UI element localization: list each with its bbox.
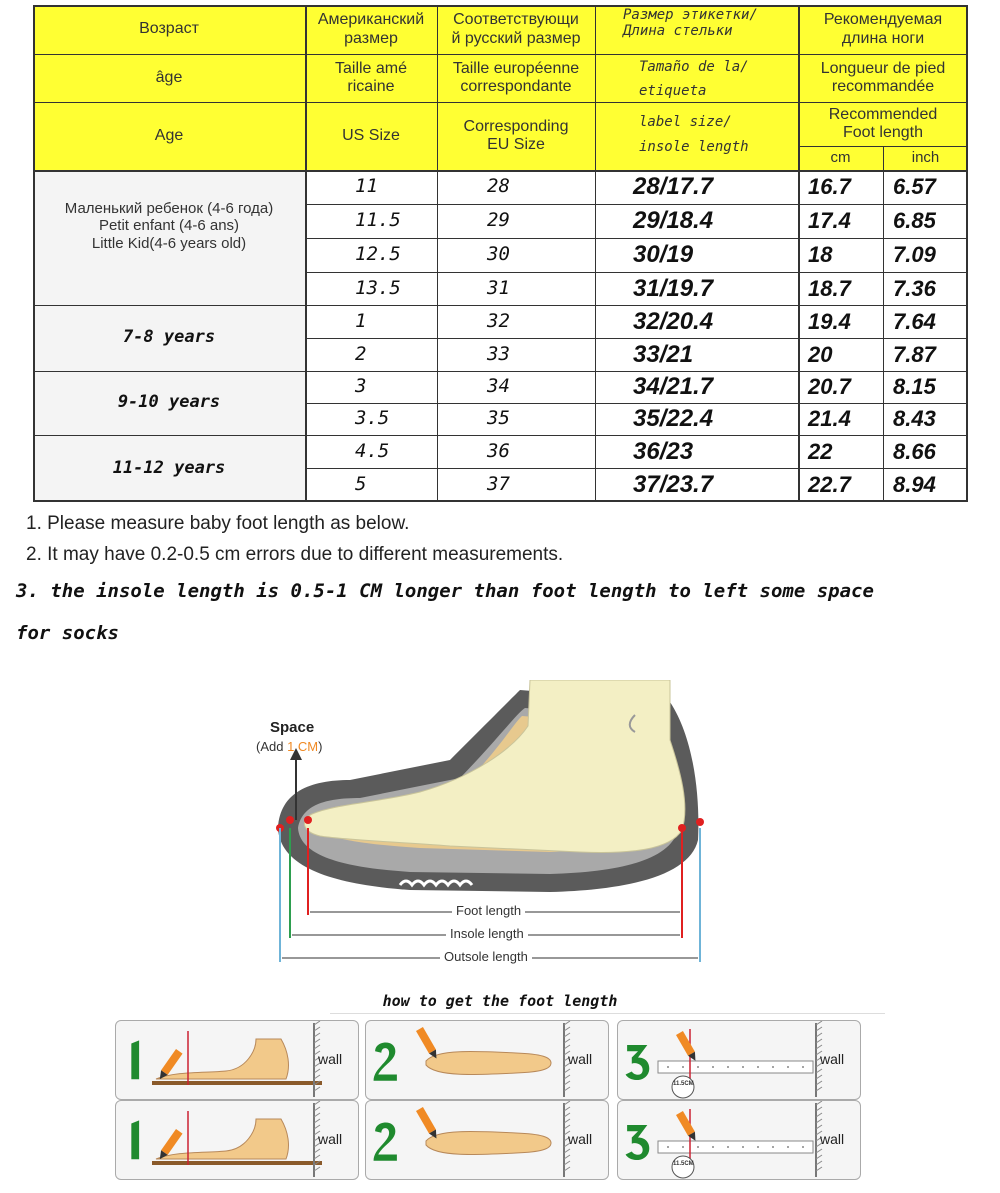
- ruler-mark-label: 11.5CM: [673, 1081, 694, 1087]
- wall-label: wall: [318, 1051, 343, 1067]
- wall-label: wall: [568, 1051, 593, 1067]
- wall-label: wall: [820, 1131, 845, 1147]
- cell-foot-cm: 20: [808, 341, 833, 367]
- howto-step-2-panel: [365, 1020, 609, 1100]
- cell-label-size: 30/19: [633, 241, 694, 269]
- howto-step-1-panel: [115, 1100, 359, 1180]
- cell-label-size: 37/23.7: [633, 471, 714, 499]
- cell-foot-inch: 6.85: [893, 208, 936, 234]
- add-space-value: 1 CM: [287, 739, 319, 754]
- header-unit-cm: cm: [798, 146, 883, 170]
- cell-us-size: 3: [355, 375, 367, 398]
- ruler-mark-label: 11.5CM: [673, 1161, 694, 1167]
- cell-us-size: 11.5: [355, 209, 401, 232]
- header-label-ru: Размер этикетки/ Длина стельки: [595, 5, 798, 54]
- cell-foot-inch: 7.36: [893, 275, 936, 301]
- cell-eu-size: 28: [487, 175, 510, 198]
- cell-foot-cm: 20.7: [808, 374, 851, 400]
- header-eu-ru: Соответствующи й русский размер: [437, 5, 595, 54]
- age-group-9-10: 9-10 years: [33, 371, 305, 435]
- howto-step-3-panel: [617, 1100, 861, 1180]
- wall-label: wall: [568, 1131, 593, 1147]
- cell-eu-size: 36: [487, 439, 510, 462]
- cell-us-size: 11: [355, 175, 378, 198]
- header-foot-en: Recommended Foot length: [798, 102, 968, 146]
- cell-foot-cm: 16.7: [808, 174, 851, 200]
- cell-eu-size: 34: [487, 375, 510, 398]
- cell-us-size: 2: [355, 342, 367, 365]
- cell-eu-size: 29: [487, 209, 510, 232]
- cell-eu-size: 31: [487, 276, 510, 299]
- cell-foot-inch: 6.57: [893, 174, 936, 200]
- cell-label-size: 28/17.7: [633, 173, 714, 201]
- cell-eu-size: 30: [487, 243, 510, 266]
- cell-us-size: 13.5: [355, 276, 401, 299]
- cell-foot-cm: 17.4: [808, 208, 851, 234]
- cell-foot-cm: 19.4: [808, 308, 851, 334]
- cell-us-size: 1: [355, 309, 367, 332]
- note-3-line-2: for socks: [16, 622, 119, 644]
- howto-title: how to get the foot length: [382, 992, 618, 1010]
- cell-foot-inch: 8.15: [893, 374, 936, 400]
- age-group-11-12: 11-12 years: [33, 435, 305, 502]
- header-unit-inch: inch: [883, 146, 968, 170]
- header-foot-fr: Longueur de pied recommandée: [798, 54, 968, 102]
- cell-foot-cm: 22.7: [808, 472, 851, 498]
- cell-us-size: 5: [355, 473, 367, 496]
- cell-us-size: 4.5: [355, 439, 390, 462]
- age-group-7-8: 7-8 years: [33, 305, 305, 371]
- cell-label-size: 33/21: [633, 340, 694, 368]
- cell-label-size: 35/22.4: [633, 405, 714, 433]
- insole-length-label: Insole length: [446, 926, 528, 941]
- note-1: 1. Please measure baby foot length as below.: [26, 513, 410, 534]
- cell-label-size: 31/19.7: [633, 274, 714, 302]
- cell-foot-cm: 22: [808, 438, 833, 464]
- header-age-fr: âge: [33, 54, 305, 102]
- header-age-en: Age: [33, 102, 305, 170]
- cell-label-size: 32/20.4: [633, 307, 714, 335]
- space-label: Space: [270, 719, 315, 736]
- note-3-line-1: 3. the insole length is 0.5-1 CM longer than foot length to left some space: [16, 580, 874, 602]
- header-label-fr: Tamaño de la/ etiqueta: [595, 54, 798, 102]
- cell-foot-cm: 18: [808, 242, 833, 268]
- header-label-en: label size/ insole length: [595, 102, 798, 170]
- outsole-length-label: Outsole length: [440, 949, 532, 964]
- cell-foot-inch: 8.43: [893, 406, 936, 432]
- header-foot-ru: Рекомендуемая длина ноги: [798, 5, 968, 54]
- cell-foot-inch: 7.64: [893, 308, 936, 334]
- cell-label-size: 36/23: [633, 437, 694, 465]
- cell-foot-inch: 7.09: [893, 242, 936, 268]
- cell-eu-size: 33: [487, 342, 510, 365]
- cell-eu-size: 32: [487, 309, 510, 332]
- header-eu-fr: Taille européenne correspondante: [437, 54, 595, 102]
- note-2: 2. It may have 0.2-0.5 cm errors due to different measurements.: [26, 544, 564, 565]
- size-table: [33, 5, 968, 502]
- header-us-en: US Size: [305, 102, 437, 170]
- cell-foot-cm: 21.4: [808, 406, 851, 432]
- wall-label: wall: [318, 1131, 343, 1147]
- howto-step-3-panel: [617, 1020, 861, 1100]
- header-eu-en: Corresponding EU Size: [437, 102, 595, 170]
- cell-us-size: 3.5: [355, 407, 390, 430]
- cell-eu-size: 35: [487, 407, 510, 430]
- cell-label-size: 29/18.4: [633, 207, 714, 235]
- foot-length-label: Foot length: [452, 903, 525, 918]
- cell-foot-inch: 8.94: [893, 472, 936, 498]
- header-us-fr: Taille amé ricaine: [305, 54, 437, 102]
- cell-foot-inch: 7.87: [893, 341, 936, 367]
- age-group-little-kid: Маленький ребенок (4-6 года) Petit enfant (4-6 ans) Little Kid(4-6 years old): [33, 170, 305, 305]
- cell-foot-cm: 18.7: [808, 275, 851, 301]
- foot-shape: [304, 680, 684, 852]
- wall-label: wall: [820, 1051, 845, 1067]
- howto-step-2-panel: [365, 1100, 609, 1180]
- howto-step-1-panel: [115, 1020, 359, 1100]
- add-space-label: (Add 1 CM): [256, 739, 323, 754]
- header-age-ru: Возраст: [33, 5, 305, 54]
- cell-foot-inch: 8.66: [893, 438, 936, 464]
- header-us-ru: Американский размер: [305, 5, 437, 54]
- cell-us-size: 12.5: [355, 243, 401, 266]
- cell-label-size: 34/21.7: [633, 373, 714, 401]
- cell-eu-size: 37: [487, 473, 510, 496]
